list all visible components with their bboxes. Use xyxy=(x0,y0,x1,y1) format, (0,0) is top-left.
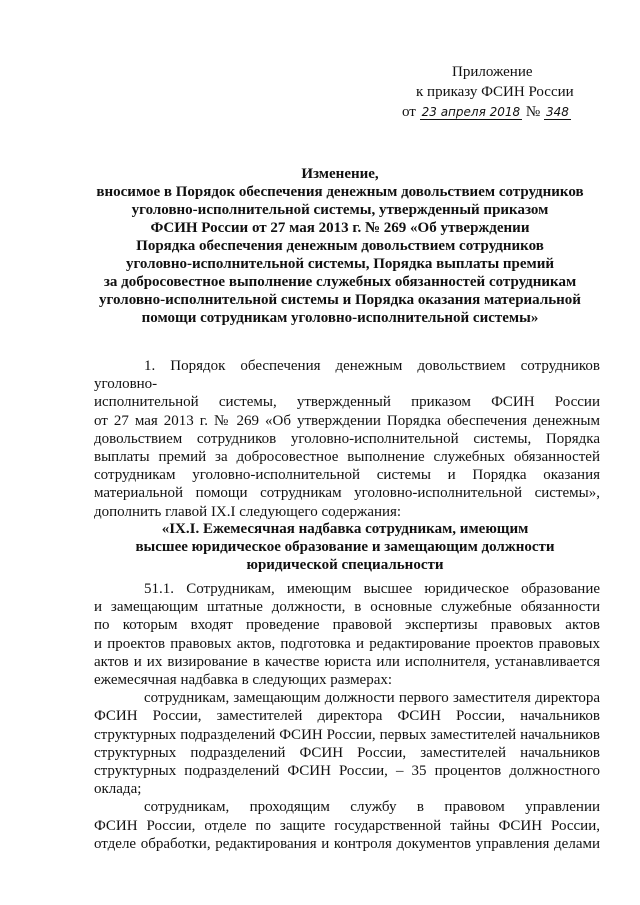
chapter-heading xyxy=(90,520,600,574)
paragraph-line: исполнительной системы, утвержденный приказом ФСИН России xyxy=(94,394,600,411)
title-line: ФСИН России от 27 мая 2013 г. № 269 «Об утверждении xyxy=(150,220,530,236)
paragraph-line: ФСИН России, заместителей директора ФСИН России, начальников xyxy=(94,708,600,725)
paragraph-line: оклада; xyxy=(94,781,142,798)
title-line: Изменение, xyxy=(301,166,379,182)
title-line: Порядка обеспечения денежным довольствием сотрудников xyxy=(136,238,544,254)
paragraph-line: по которым входят проведение правовой экспертизы правовых актов xyxy=(94,617,600,634)
date-prefix: от xyxy=(402,104,416,120)
paragraph-line: выплаты премий за добросовестное выполнение служебных обязанностей xyxy=(94,449,600,466)
paragraph-line: сотрудникам, проходящим службу в правовом управлении xyxy=(144,799,600,816)
number-sign: № xyxy=(525,104,541,120)
title-line: уголовно-исполнительной системы и Порядка оказания материальной xyxy=(99,292,581,308)
appendix-header xyxy=(402,62,592,122)
chapter-line: юридической специальности xyxy=(246,557,444,573)
paragraph-line: дополнить главой IX.I следующего содержания: xyxy=(94,503,402,520)
chapter-line: «IX.I. Ежемесячная надбавка сотрудникам, имеющим xyxy=(161,521,529,537)
paragraph-line: 51.1. Сотрудникам, имеющим высшее юридическое образование xyxy=(144,581,600,597)
appendix-label: Приложение xyxy=(452,64,533,80)
paragraph-line: структурных подразделений ФСИН России, – 35 процентов должностного xyxy=(94,763,600,780)
chapter-line: высшее юридическое образование и замещающим должности xyxy=(135,539,555,555)
paragraph-line: сотрудникам уголовно-исполнительной системы и Порядка оказания xyxy=(94,467,600,484)
paragraph-line: довольствием сотрудников уголовно-исполнительной системы, Порядка xyxy=(94,430,600,447)
document-title xyxy=(80,165,600,327)
paragraph-line: 1. Порядок обеспечения денежным довольствием сотрудников уголовно- xyxy=(94,358,600,393)
title-line: вносимое в Порядок обеспечения денежным довольствием сотрудников xyxy=(96,184,584,200)
paragraph-line: и проектов правовых актов, подготовка и редактирование проектов правовых xyxy=(94,635,600,652)
paragraph-line: структурных подразделений ФСИН России, заместителей начальников xyxy=(94,744,600,761)
title-line: уголовно-исполнительной системы, утвержденный приказом xyxy=(131,202,549,218)
title-line: за добросовестное выполнение служебных обязанностей сотрудникам xyxy=(103,274,577,290)
appendix-date-line xyxy=(402,102,592,122)
paragraph-line: от 27 мая 2013 г. № 269 «Об утверждении Порядка обеспечения денежным xyxy=(94,412,600,429)
paragraph-1 xyxy=(94,357,600,521)
title-line: помощи сотрудникам уголовно-исполнительной системы» xyxy=(141,310,539,326)
handwritten-date: 23 апреля 2018 xyxy=(421,105,521,119)
paragraph-line: ежемесячная надбавка в следующих размерах: xyxy=(94,672,393,689)
paragraph-line: структурных подразделений ФСИН России, первых заместителей начальников xyxy=(94,726,600,743)
paragraph-line: материальной помощи сотрудникам уголовно-исполнительной системы», xyxy=(94,485,600,502)
appendix-order-ref: к приказу ФСИН России xyxy=(416,84,574,100)
paragraph-2 xyxy=(94,580,600,853)
paragraph-line: сотрудникам, замещающим должности первого заместителя директора xyxy=(144,690,600,707)
paragraph-line: ФСИН России, отделе по защите государственной тайны ФСИН России, xyxy=(94,817,600,834)
paragraph-line: и замещающим штатные должности, в основные служебные обязанности xyxy=(94,599,600,616)
paragraph-line: актов и их визирование в качестве юриста или исполнителя, устанавливается xyxy=(94,653,600,670)
handwritten-number: 348 xyxy=(545,105,569,119)
paragraph-line: отделе обработки, редактирования и контроля документов управления делами xyxy=(94,835,600,852)
title-line: уголовно-исполнительной системы, Порядка выплаты премий xyxy=(125,256,555,272)
